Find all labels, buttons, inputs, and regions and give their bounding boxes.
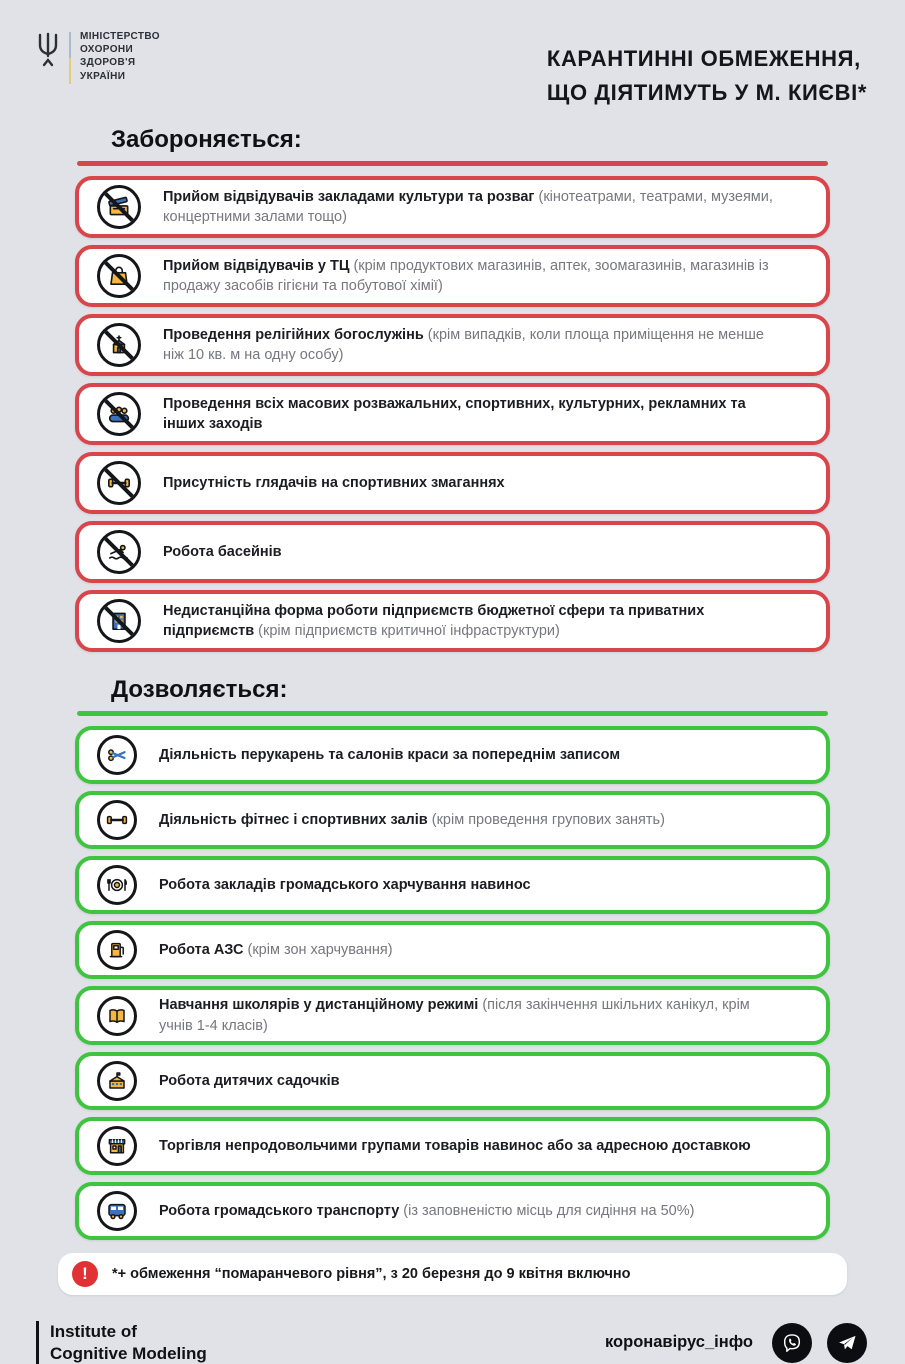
prohibited-list xyxy=(75,176,830,652)
restriction-card xyxy=(75,314,830,376)
restriction-text: Прийом відвідувачів у ТЦ (крім продуктових магазинів, аптек, зоомагазинів, магазинів із продажу засобів гігієни та побутової хімії) xyxy=(163,257,769,295)
ministry-logo xyxy=(36,30,160,84)
restriction-text: Присутність глядачів на спортивних змаганнях xyxy=(163,474,505,491)
section-heading-prohibited: Забороняється: xyxy=(111,126,302,154)
fuel-icon xyxy=(97,930,137,970)
store-icon xyxy=(97,1126,137,1166)
barbershop-icon xyxy=(97,735,137,775)
restriction-card xyxy=(75,791,830,849)
restriction-text: Діяльність перукарень та салонів краси за попереднім записом xyxy=(159,746,621,763)
no-cinema-icon xyxy=(97,185,141,229)
section-allowed xyxy=(75,676,830,1240)
exclamation-icon: ! xyxy=(72,1261,98,1287)
section-heading-allowed: Дозволяється: xyxy=(111,676,288,704)
restriction-card xyxy=(75,856,830,914)
restriction-card xyxy=(75,452,830,514)
restriction-text: Торгівля непродовольчими групами товарів навинос або за адресною доставкою xyxy=(159,1138,751,1155)
restriction-card xyxy=(75,986,830,1045)
section-prohibited xyxy=(75,126,830,652)
header xyxy=(0,0,905,116)
social-block xyxy=(605,1323,867,1363)
restriction-text: Недистанційна форма роботи підприємств бюджетної сфери та приватних підприємств (крім підприємств критичної інфраструктури) xyxy=(163,602,705,640)
restriction-text: Робота басейнів xyxy=(163,543,282,560)
viber-icon[interactable] xyxy=(772,1323,812,1363)
restriction-text: Проведення всіх масових розважальних, спортивних, культурних, рекламних та інших заходів xyxy=(163,395,746,433)
kindergarten-icon xyxy=(97,1061,137,1101)
page-title: КАРАНТИННІ ОБМЕЖЕННЯ, ЩО ДІЯТИМУТЬ У М. КИЄВІ* xyxy=(546,46,867,106)
telegram-icon[interactable] xyxy=(827,1323,867,1363)
logo-divider xyxy=(69,32,71,84)
restriction-text: Діяльність фітнес і спортивних залів (крім проведення групових занять) xyxy=(159,811,665,828)
restriction-card xyxy=(75,245,830,307)
institute-credit: Institute of Cognitive Modeling xyxy=(36,1321,207,1364)
bus-icon xyxy=(97,1191,137,1231)
no-crowd-icon xyxy=(97,392,141,436)
no-church-icon xyxy=(97,323,141,367)
restriction-text: Робота закладів громадського харчування навинос xyxy=(159,876,531,893)
footnote-text: *+ обмеження “помаранчевого рівня”, з 20 березня до 9 квітня включно xyxy=(112,1266,631,1283)
restriction-card xyxy=(75,176,830,238)
no-spectators-icon xyxy=(97,461,141,505)
restriction-text: Робота громадського транспорту (із заповненістю місць для сидіння на 50%) xyxy=(159,1203,695,1220)
no-office-icon xyxy=(97,599,141,643)
restriction-card xyxy=(75,1182,830,1240)
restriction-card xyxy=(75,590,830,652)
no-mall-icon xyxy=(97,254,141,298)
no-pool-icon xyxy=(97,530,141,574)
footnote xyxy=(58,1253,847,1295)
restriction-card xyxy=(75,521,830,583)
restriction-text: Робота дитячих садочків xyxy=(159,1073,340,1090)
red-underline xyxy=(77,161,828,166)
allowed-list xyxy=(75,726,830,1240)
restriction-card xyxy=(75,1052,830,1110)
green-underline xyxy=(77,711,828,716)
restriction-text: Робота АЗС (крім зон харчування) xyxy=(159,941,393,958)
channel-handle: коронавірус_інфо xyxy=(605,1333,753,1352)
ministry-name: МІНІСТЕРСТВО ОХОРОНИ ЗДОРОВ'Я УКРАЇНИ xyxy=(80,31,160,82)
footer xyxy=(0,1295,905,1364)
restriction-text: Навчання школярів у дистанційному режимі (після закінчення шкільних канікул, крім учнів 1-4 класів) xyxy=(159,997,750,1034)
restriction-text: Прийом відвідувачів закладами культури та розваг (кінотеатрами, театрами, музеями, концертними залами тощо) xyxy=(163,188,773,226)
restriction-card xyxy=(75,921,830,979)
restriction-text: Проведення релігійних богослужінь (крім випадків, коли площа приміщення не менше ніж 10 кв. м на одну особу) xyxy=(163,326,764,364)
restriction-card xyxy=(75,1117,830,1175)
gym-icon xyxy=(97,800,137,840)
restriction-card xyxy=(75,726,830,784)
food-icon xyxy=(97,865,137,905)
book-icon xyxy=(97,996,137,1036)
trident-icon xyxy=(36,32,60,68)
restriction-card xyxy=(75,383,830,445)
